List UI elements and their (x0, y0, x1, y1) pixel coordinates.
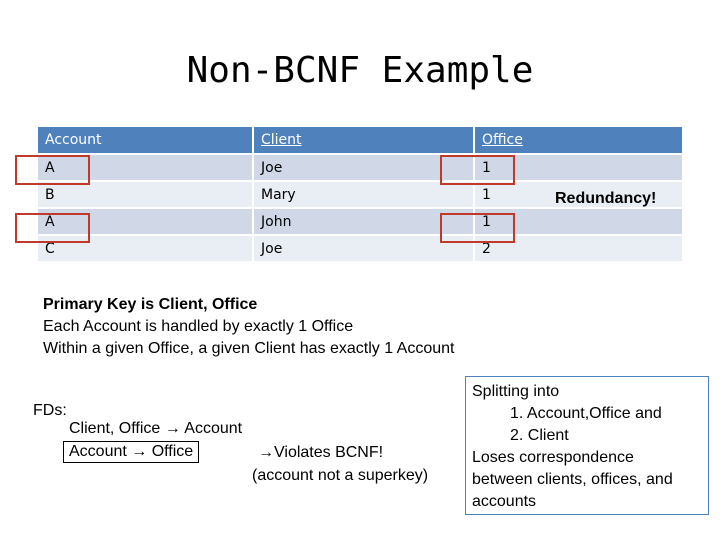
cell-client: Mary (253, 181, 474, 208)
split-line-6: accounts (472, 493, 537, 510)
redundancy-label: Redundancy! (555, 190, 657, 207)
header-office: Office (474, 126, 683, 154)
fds-heading: FDs: (33, 402, 67, 419)
fd-2-boxed: Account → Office (63, 441, 199, 463)
table-row (37, 208, 683, 235)
highlight-box-account-a1 (15, 155, 90, 185)
header-account: Account (37, 126, 253, 154)
header-client: Client (253, 126, 474, 154)
cell-office: 1 (474, 181, 683, 208)
fd-1: Client, Office → Account (69, 420, 243, 437)
cell-client: John (253, 208, 474, 235)
cell-account: B (37, 181, 253, 208)
violation-reason: (account not a superkey) (252, 467, 429, 484)
highlight-box-office-1a (440, 155, 515, 185)
highlight-box-account-a2 (15, 213, 90, 243)
cell-client: Joe (253, 235, 474, 262)
cell-office: 1 (474, 154, 683, 181)
cell-account: A (37, 154, 253, 181)
split-line-1: Splitting into (472, 383, 560, 400)
cell-office: 1 (474, 208, 683, 235)
cell-account: C (37, 235, 253, 262)
cell-account: A (37, 208, 253, 235)
table-row (37, 235, 683, 262)
split-line-4: Loses correspondence (472, 449, 634, 466)
key-line-3: Within a given Office, a given Client has exactly 1 Account (43, 340, 455, 357)
cell-office: 2 (474, 235, 683, 262)
cell-client: Joe (253, 154, 474, 181)
splitting-note-box (465, 376, 709, 515)
table-header-row (37, 126, 683, 154)
split-line-5: between clients, offices, and (472, 471, 673, 488)
key-description (43, 294, 454, 360)
key-line-2: Each Account is handled by exactly 1 Office (43, 318, 354, 335)
primary-key-line: Primary Key is Client, Office (43, 296, 258, 313)
split-line-3: 2. Client (510, 427, 569, 444)
slide-title: Non-BCNF Example (186, 50, 534, 91)
highlight-box-office-1b (440, 213, 515, 243)
split-line-2: 1. Account,Office and (510, 405, 662, 422)
violation-note: →Violates BCNF! (258, 444, 384, 461)
table-row (37, 154, 683, 181)
